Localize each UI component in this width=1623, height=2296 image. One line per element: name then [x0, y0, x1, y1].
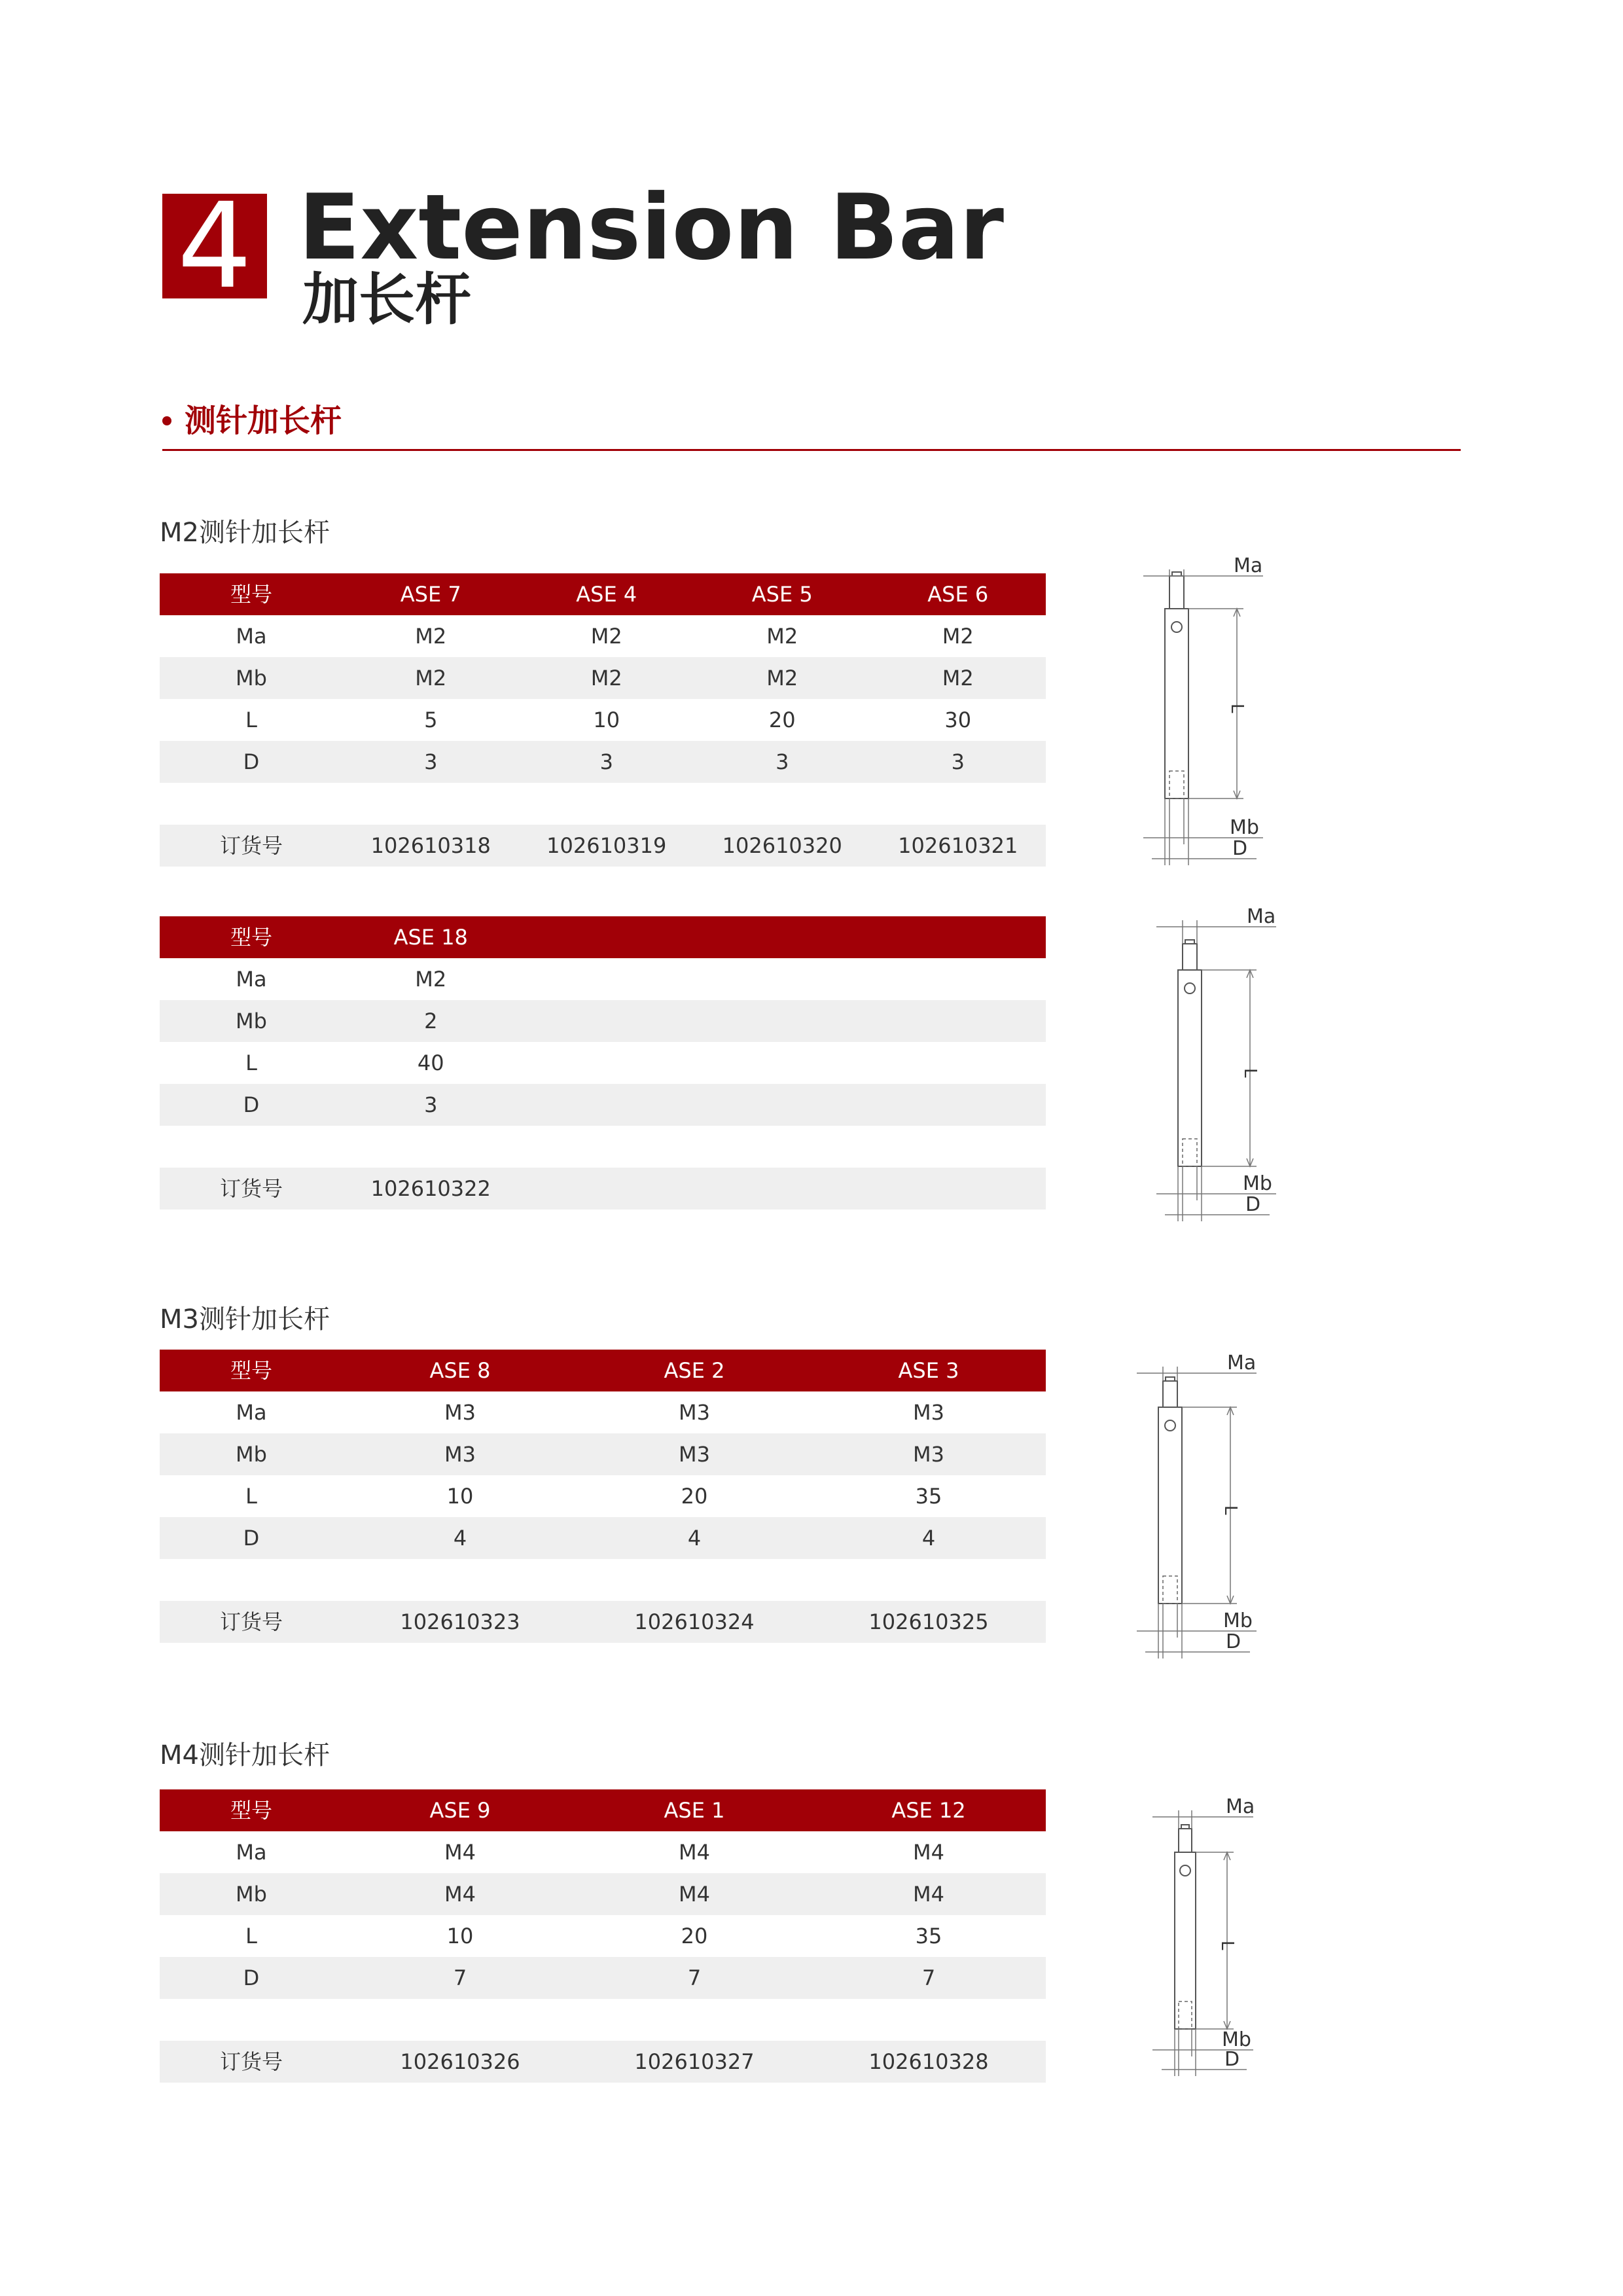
dimension-label: D: [1232, 837, 1248, 860]
wrench-hole: [1165, 1420, 1175, 1431]
table-cell: 4: [453, 1526, 467, 1551]
dimension-label: Mb: [1223, 1609, 1253, 1632]
dimension-label: L: [1217, 1941, 1237, 1950]
row-label: 型号: [230, 582, 272, 607]
thread-tip: [1179, 1829, 1192, 1852]
table-cell: 102610321: [898, 833, 1018, 858]
thread-chamfer: [1185, 940, 1194, 944]
row-label: 型号: [230, 1798, 272, 1823]
table-row: [160, 1915, 1046, 1957]
table-cell: M2: [415, 624, 447, 649]
table-cell: ASE 3: [898, 1358, 959, 1383]
table-cell: 20: [768, 708, 796, 732]
row-label: Mb: [236, 666, 267, 691]
table-spacer: [160, 783, 1046, 825]
table-cell: 4: [921, 1526, 936, 1551]
table-cell: 10: [446, 1484, 474, 1509]
spec-table-m3: [160, 1350, 1046, 1643]
table-cell: 3: [424, 749, 438, 774]
table-cell: ASE 6: [927, 582, 989, 607]
table-cell: M3: [444, 1442, 476, 1467]
section-bullet: [162, 416, 171, 425]
table-spacer: [160, 1999, 1046, 2041]
table-cell: 7: [921, 1965, 936, 1990]
internal-thread: [1163, 1576, 1177, 1604]
bar-body: [1175, 1852, 1196, 2029]
table-cell: 10: [593, 708, 620, 732]
row-label: Ma: [236, 967, 267, 992]
table-cell: M3: [913, 1400, 944, 1425]
row-label: D: [243, 1965, 260, 1990]
extension-bar-drawing: [1135, 1780, 1279, 2071]
table-row: [160, 1475, 1046, 1517]
table-cell: ASE 9: [429, 1798, 491, 1823]
table-cell: ASE 2: [664, 1358, 725, 1383]
bar-body: [1165, 609, 1188, 798]
row-label: 订货号: [219, 2049, 283, 2074]
table-cell: 35: [915, 1484, 942, 1509]
spec-table-m4: [160, 1789, 1046, 2083]
thread-chamfer: [1181, 1825, 1189, 1829]
table-cell: 40: [417, 1050, 444, 1075]
row-label: 型号: [230, 1358, 272, 1383]
wrench-hole: [1171, 622, 1182, 632]
table-row: [160, 1517, 1046, 1559]
table-cell: 30: [944, 708, 972, 732]
row-label: Ma: [236, 1840, 267, 1865]
table-cell: 7: [453, 1965, 467, 1990]
thread-chamfer: [1172, 572, 1181, 576]
table-cell: M2: [766, 624, 798, 649]
group-subtitle-m2: M2测针加长杆: [160, 518, 330, 548]
bar-body: [1158, 1407, 1182, 1604]
order-number-row: [160, 2041, 1046, 2083]
table-cell: 20: [681, 1484, 708, 1509]
thread-chamfer: [1166, 1377, 1175, 1381]
table-cell: 3: [951, 749, 965, 774]
row-label: D: [243, 749, 260, 774]
spec-table-m2-a: [160, 573, 1046, 867]
table-cell: M2: [415, 666, 447, 691]
table-cell: 35: [915, 1924, 942, 1948]
internal-thread: [1169, 771, 1184, 798]
row-label: D: [243, 1526, 260, 1551]
table-cell: M4: [679, 1840, 710, 1865]
table-row: [160, 1873, 1046, 1915]
table-cell: ASE 5: [751, 582, 813, 607]
wrench-hole: [1185, 983, 1195, 994]
table-cell: 3: [599, 749, 613, 774]
row-label: Ma: [236, 1400, 267, 1425]
table-row: [160, 741, 1046, 783]
table-cell: M4: [444, 1882, 476, 1907]
bar-body: [1178, 970, 1202, 1166]
table-cell: M4: [679, 1882, 710, 1907]
table-row: [160, 958, 1046, 1000]
table-header-row: [160, 1350, 1046, 1391]
table-cell: 7: [687, 1965, 702, 1990]
table-cell: 102610327: [634, 2049, 755, 2074]
dimension-label: D: [1226, 1630, 1241, 1653]
internal-thread: [1183, 1139, 1197, 1166]
table-row: [160, 1042, 1046, 1084]
dimension-label: L: [1227, 704, 1247, 713]
extension-bar-drawing: [1132, 1335, 1276, 1662]
table-cell: 3: [424, 1092, 438, 1117]
table-cell: 102610322: [370, 1176, 491, 1201]
table-cell: M3: [444, 1400, 476, 1425]
wrench-hole: [1180, 1865, 1190, 1876]
dimension-label: D: [1245, 1193, 1261, 1216]
row-label: L: [245, 1050, 257, 1075]
row-label: D: [243, 1092, 260, 1117]
group-subtitle-m4: M4测针加长杆: [160, 1740, 330, 1770]
table-cell: M2: [590, 666, 622, 691]
row-label: 订货号: [219, 833, 283, 858]
table-cell: 102610325: [868, 1609, 989, 1634]
table-spacer: [160, 1126, 1046, 1168]
table-cell: M2: [766, 666, 798, 691]
table-cell: 102610318: [370, 833, 491, 858]
table-cell: M2: [942, 624, 974, 649]
row-label: Ma: [236, 624, 267, 649]
table-cell: 102610320: [722, 833, 842, 858]
table-row: [160, 1391, 1046, 1433]
dimension-label: D: [1224, 2048, 1240, 2071]
table-cell: 3: [776, 749, 789, 774]
table-cell: 102610326: [400, 2049, 520, 2074]
table-header-row: [160, 916, 1046, 958]
order-number-row: [160, 825, 1046, 867]
table-cell: 102610319: [546, 833, 667, 858]
page-title: Extension Bar: [298, 175, 1004, 280]
thread-tip: [1169, 576, 1184, 609]
table-cell: 5: [424, 708, 438, 732]
order-number-row: [160, 1168, 1046, 1210]
row-label: 订货号: [219, 1176, 283, 1201]
table-cell: M2: [590, 624, 622, 649]
table-cell: M4: [444, 1840, 476, 1865]
table-row: [160, 657, 1046, 699]
dimension-label: Ma: [1226, 1795, 1255, 1818]
table-cell: 102610324: [634, 1609, 755, 1634]
table-cell: ASE 8: [429, 1358, 491, 1383]
table-row: [160, 615, 1046, 657]
table-cell: M2: [942, 666, 974, 691]
table-cell: 4: [687, 1526, 702, 1551]
group-subtitle-m3: M3测针加长杆: [160, 1304, 330, 1335]
table-cell: M3: [913, 1442, 944, 1467]
table-cell: ASE 18: [393, 925, 468, 950]
table-cell: 102610328: [868, 2049, 989, 2074]
dimension-label: Ma: [1247, 905, 1276, 928]
table-cell: M2: [415, 967, 447, 992]
dimension-label: Mb: [1222, 2028, 1251, 2051]
table-cell: ASE 4: [576, 582, 637, 607]
table-row: [160, 1433, 1046, 1475]
row-label: L: [245, 1484, 257, 1509]
extension-bar-drawing: [1139, 537, 1283, 877]
row-label: 订货号: [219, 1609, 283, 1634]
thread-tip: [1163, 1381, 1177, 1407]
section-divider: [162, 449, 1461, 451]
order-number-row: [160, 1601, 1046, 1643]
table-header-row: [160, 573, 1046, 615]
page-title-cn: 加长杆: [302, 267, 471, 332]
row-label: Mb: [236, 1442, 267, 1467]
table-spacer: [160, 1559, 1046, 1601]
table-cell: M4: [913, 1882, 944, 1907]
table-cell: ASE 7: [400, 582, 461, 607]
table-row: [160, 1000, 1046, 1042]
dimension-label: Ma: [1227, 1352, 1257, 1374]
section-title: 测针加长杆: [185, 403, 342, 439]
thread-tip: [1183, 944, 1197, 970]
table-row: [160, 699, 1046, 741]
table-cell: 2: [424, 1009, 438, 1033]
dimension-label: L: [1221, 1505, 1240, 1515]
dimension-label: Ma: [1234, 554, 1263, 577]
row-label: L: [245, 1924, 257, 1948]
table-row: [160, 1957, 1046, 1999]
table-row: [160, 1831, 1046, 1873]
row-label: Mb: [236, 1882, 267, 1907]
table-cell: ASE 12: [891, 1798, 966, 1823]
table-cell: 102610323: [400, 1609, 520, 1634]
table-cell: M4: [913, 1840, 944, 1865]
internal-thread: [1179, 2001, 1192, 2029]
dimension-label: Mb: [1243, 1172, 1272, 1195]
spec-table-m2-b: [160, 916, 1046, 1210]
table-row: [160, 1084, 1046, 1126]
row-label: 型号: [230, 925, 272, 950]
table-cell: 20: [681, 1924, 708, 1948]
table-cell: ASE 1: [664, 1798, 725, 1823]
row-label: L: [245, 708, 257, 732]
table-header-row: [160, 1789, 1046, 1831]
chapter-number: 4: [177, 178, 253, 315]
dimension-label: L: [1240, 1068, 1260, 1078]
table-cell: M3: [679, 1400, 710, 1425]
table-cell: M3: [679, 1442, 710, 1467]
dimension-label: Mb: [1230, 816, 1259, 839]
row-label: Mb: [236, 1009, 267, 1033]
extension-bar-drawing: [1152, 898, 1296, 1225]
table-cell: 10: [446, 1924, 474, 1948]
